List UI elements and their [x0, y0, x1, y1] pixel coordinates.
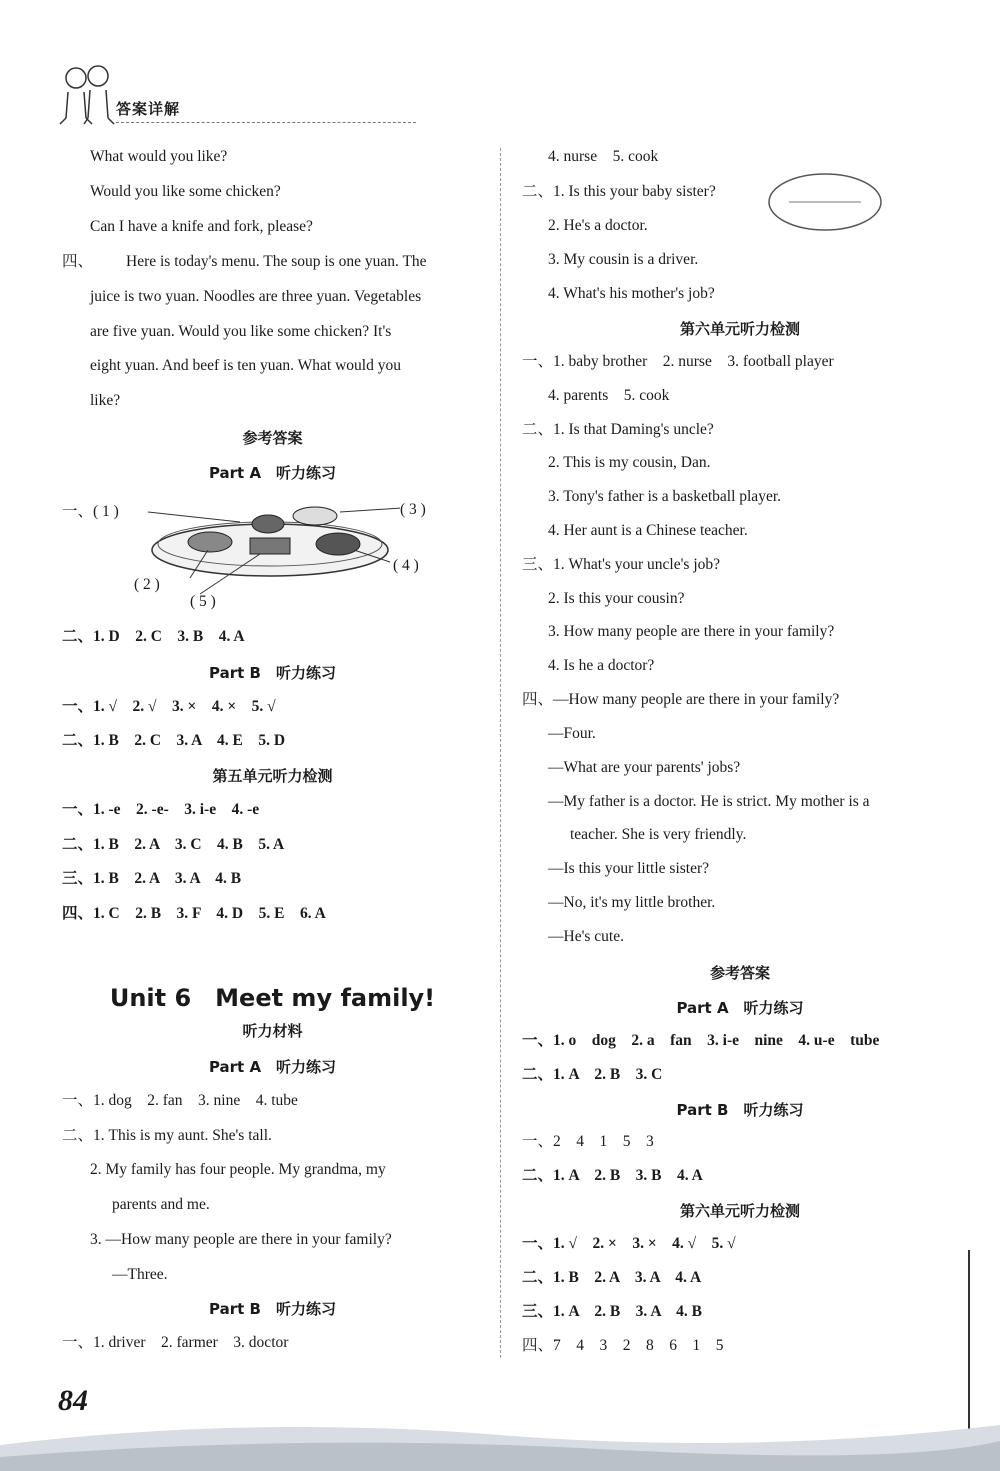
right-r20: teacher. She is very friendly.: [570, 826, 747, 843]
pic-label-4: ( 4 ): [393, 557, 419, 574]
header-title: 答案详解: [116, 100, 181, 118]
footer-wave-decoration: [0, 1405, 1000, 1471]
u6-a2-2b: parents and me.: [112, 1196, 210, 1213]
partB-heading: Part B 听力练习: [209, 664, 336, 682]
column-divider: [500, 148, 501, 1358]
para-line-2: juice is two yuan. Noodles are three yuan. Vegetables: [90, 288, 422, 305]
right-rt2: 二、1. B 2. A 3. A 4. A: [522, 1269, 702, 1286]
pic-label-2: ( 2 ): [134, 576, 160, 593]
right-r5: 4. What's his mother's job?: [548, 285, 715, 302]
left-q4: Can I have a knife and fork, please?: [90, 218, 313, 235]
partA-heading: Part A 听力练习: [208, 464, 337, 482]
right-unit6-test-heading: 第六单元听力检测: [679, 1202, 800, 1220]
header-rule: [116, 122, 416, 123]
right-r3: 2. He's a doctor.: [548, 217, 648, 234]
page-header: [58, 62, 418, 132]
u6-a2-1: 二、1. This is my aunt. She's tall.: [62, 1127, 272, 1144]
pic-label-5: ( 5 ): [190, 593, 216, 610]
u6-a2-3b: —Three.: [112, 1266, 168, 1283]
stamp-icon: [765, 170, 885, 234]
unit6-test-heading: 第六单元听力检测: [679, 320, 800, 338]
right-rt1: 一、1. √ 2. × 3. × 4. √ 5. √: [522, 1235, 736, 1252]
right-ra1: 一、1. o dog 2. a fan 3. i-e nine 4. u-e tube: [522, 1032, 880, 1049]
right-ref-answers-heading: 参考答案: [709, 964, 770, 982]
right-rt4: 四、7 4 3 2 8 6 1 5: [522, 1337, 724, 1354]
right-r15: 4. Is he a doctor?: [548, 657, 655, 674]
b1-answers: 一、1. √ 2. √ 3. × 4. × 5. √: [62, 698, 276, 715]
listening-material-heading: 听力材料: [242, 1022, 303, 1040]
ref-answers-heading: 参考答案: [242, 429, 303, 447]
para-line-1: Here is today's menu. The soup is one yuan. The: [126, 253, 427, 270]
u6-partB-heading: Part B 听力练习: [209, 1300, 336, 1318]
right-r19: —My father is a doctor. He is strict. My mother is a: [548, 793, 870, 810]
right-r12: 三、1. What's your uncle's job?: [522, 556, 721, 573]
right-r10: 3. Tony's father is a basketball player.: [548, 488, 781, 505]
right-partB-heading: Part B 听力练习: [676, 1101, 804, 1119]
children-cartoon-icon: [58, 62, 118, 126]
a2-answers: 二、1. D 2. C 3. B 4. A: [62, 628, 245, 645]
unit5-test-heading: 第五单元听力检测: [212, 767, 333, 785]
right-rt3: 三、1. A 2. B 3. A 4. B: [522, 1303, 702, 1320]
right-r6: 一、1. baby brother 2. nurse 3. football player: [522, 353, 834, 370]
right-r7: 4. parents 5. cook: [548, 387, 670, 404]
right-r1: 4. nurse 5. cook: [548, 148, 659, 165]
left-q3: Would you like some chicken?: [90, 183, 281, 200]
right-r2: 二、1. Is this your baby sister?: [522, 183, 716, 200]
right-r23: —He's cute.: [548, 928, 624, 945]
page-number: 84: [58, 1384, 88, 1417]
unit6-title: Unit 6 Meet my family!: [109, 984, 436, 1012]
right-r14: 3. How many people are there in your family?: [548, 623, 835, 640]
para-line-3: are five yuan. Would you like some chicken? It's: [90, 323, 392, 340]
b2-answers: 二、1. B 2. C 3. A 4. E 5. D: [62, 732, 286, 749]
pic-label-1: 一、( 1 ): [62, 503, 119, 520]
para-line-4: eight yuan. And beef is ten yuan. What would you: [90, 357, 401, 374]
u6-b1: 一、1. driver 2. farmer 3. doctor: [62, 1334, 289, 1351]
food-tray-illustration: [140, 498, 400, 608]
right-r21: —Is this your little sister?: [548, 860, 710, 877]
right-r16: 四、—How many people are there in your family?: [522, 691, 840, 708]
right-r11: 4. Her aunt is a Chinese teacher.: [548, 522, 748, 539]
right-r22: —No, it's my little brother.: [548, 894, 716, 911]
right-partA-heading: Part A 听力练习: [676, 999, 804, 1017]
u6-a1: 一、1. dog 2. fan 3. nine 4. tube: [62, 1092, 298, 1109]
left-four-label: 四、: [62, 253, 94, 270]
u6-a2-2a: 2. My family has four people. My grandma, my: [90, 1161, 386, 1178]
left-q2: What would you like?: [90, 148, 228, 165]
t3-answers: 三、1. B 2. A 3. A 4. B: [62, 870, 242, 887]
right-r17: —Four.: [548, 725, 596, 742]
t1-answers: 一、1. -e 2. -e- 3. i-e 4. -e: [62, 801, 260, 818]
right-rb1: 一、2 4 1 5 3: [522, 1133, 654, 1150]
t4-answers: 四、1. C 2. B 3. F 4. D 5. E 6. A: [62, 905, 326, 922]
para-line-5: like?: [90, 392, 121, 409]
u6-partA-heading: Part A 听力练习: [208, 1058, 337, 1076]
right-r13: 2. Is this your cousin?: [548, 590, 685, 607]
t2-answers: 二、1. B 2. A 3. C 4. B 5. A: [62, 836, 285, 853]
pic-label-3: ( 3 ): [400, 501, 426, 518]
right-ra2: 二、1. A 2. B 3. C: [522, 1066, 663, 1083]
right-rb2: 二、1. A 2. B 3. B 4. A: [522, 1167, 703, 1184]
u6-a2-3a: 3. —How many people are there in your family?: [90, 1231, 392, 1248]
right-r9: 2. This is my cousin, Dan.: [548, 454, 711, 471]
right-r8: 二、1. Is that Daming's uncle?: [522, 421, 714, 438]
right-r18: —What are your parents' jobs?: [548, 759, 741, 776]
right-r4: 3. My cousin is a driver.: [548, 251, 699, 268]
